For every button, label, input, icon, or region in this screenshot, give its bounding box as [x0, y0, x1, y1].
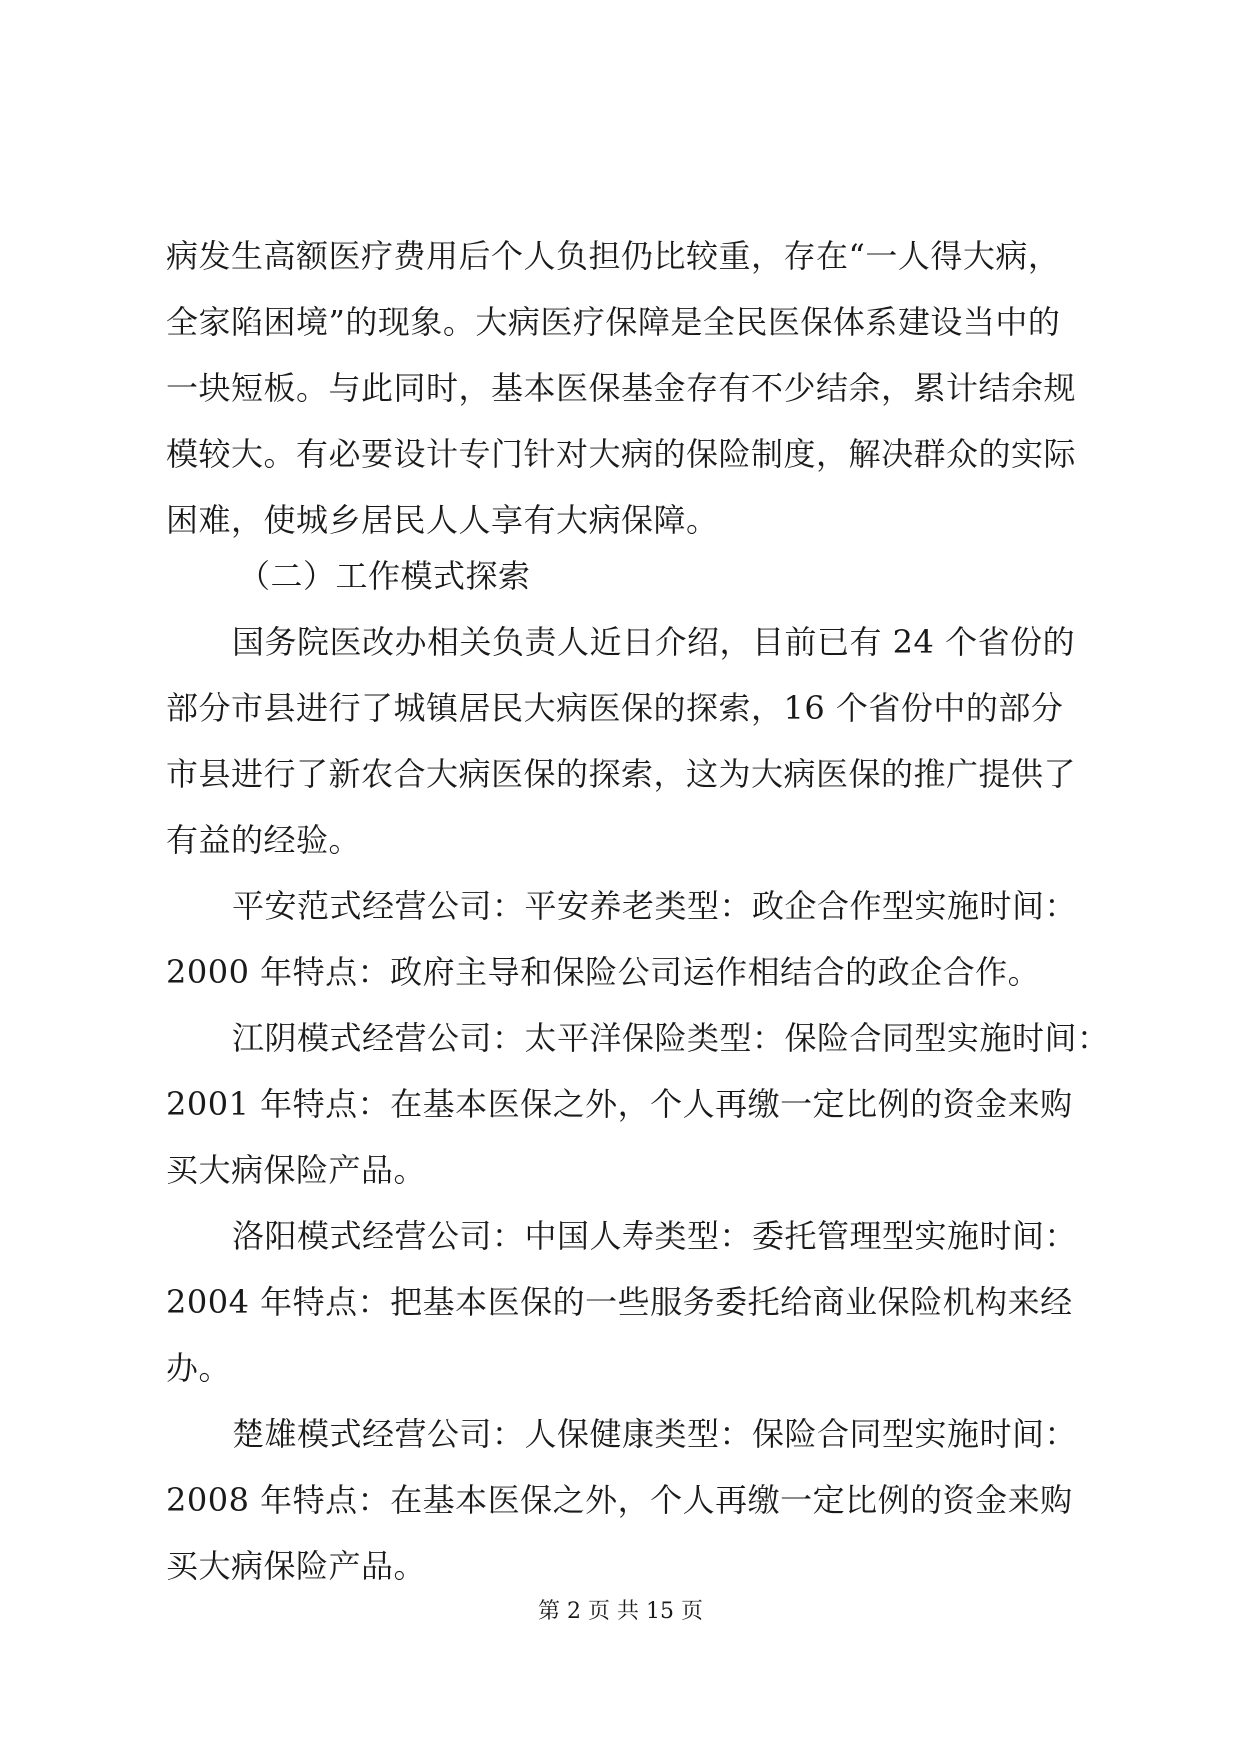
paragraph-1-line-4: 模较大。有必要设计专门针对大病的保险制度，解决群众的实际 [166, 435, 1077, 473]
paragraph-4-line-1: 江阴模式经营公司：太平洋保险类型：保险合同型实施时间： [232, 1019, 1110, 1057]
paragraph-4-line-2: 2001 年特点：在基本医保之外，个人再缴一定比例的资金来购 [166, 1085, 1073, 1123]
paragraph-1-line-3: 一块短板。与此同时，基本医保基金存有不少结余，累计结余规 [166, 369, 1077, 407]
paragraph-1-line-2: 全家陷困境”的现象。大病医疗保障是全民医保体系建设当中的 [166, 303, 1061, 341]
page-number-footer: 第 2 页 共 15 页 [538, 1599, 703, 1624]
section-heading: （二）工作模式探索 [238, 557, 531, 595]
paragraph-6-line-3: 买大病保险产品。 [166, 1547, 427, 1585]
paragraph-5-line-1: 洛阳模式经营公司：中国人寿类型：委托管理型实施时间： [232, 1217, 1078, 1255]
paragraph-5-line-3: 办。 [166, 1349, 232, 1387]
paragraph-1-line-1: 病发生高额医疗费用后个人负担仍比较重，存在“一人得大病， [166, 237, 1061, 275]
paragraph-1-line-5: 困难，使城乡居民人人享有大病保障。 [166, 501, 719, 539]
paragraph-6-line-2: 2008 年特点：在基本医保之外，个人再缴一定比例的资金来购 [166, 1481, 1073, 1519]
paragraph-3-line-2: 2000 年特点：政府主导和保险公司运作相结合的政企合作。 [166, 953, 1041, 991]
paragraph-6-line-1: 楚雄模式经营公司：人保健康类型：保险合同型实施时间： [232, 1415, 1078, 1453]
paragraph-2-line-2: 部分市县进行了城镇居民大病医保的探索，16 个省份中的部分 [166, 689, 1064, 727]
paragraph-2-line-1: 国务院医改办相关负责人近日介绍，目前已有 24 个省份的 [232, 623, 1076, 661]
paragraph-2-line-3: 市县进行了新农合大病医保的探索，这为大病医保的推广提供了 [166, 755, 1077, 793]
paragraph-2-line-4: 有益的经验。 [166, 821, 362, 859]
paragraph-4-line-3: 买大病保险产品。 [166, 1151, 427, 1189]
paragraph-3-line-1: 平安范式经营公司：平安养老类型：政企合作型实施时间： [232, 887, 1078, 925]
paragraph-5-line-2: 2004 年特点：把基本医保的一些服务委托给商业保险机构来经 [166, 1283, 1073, 1321]
